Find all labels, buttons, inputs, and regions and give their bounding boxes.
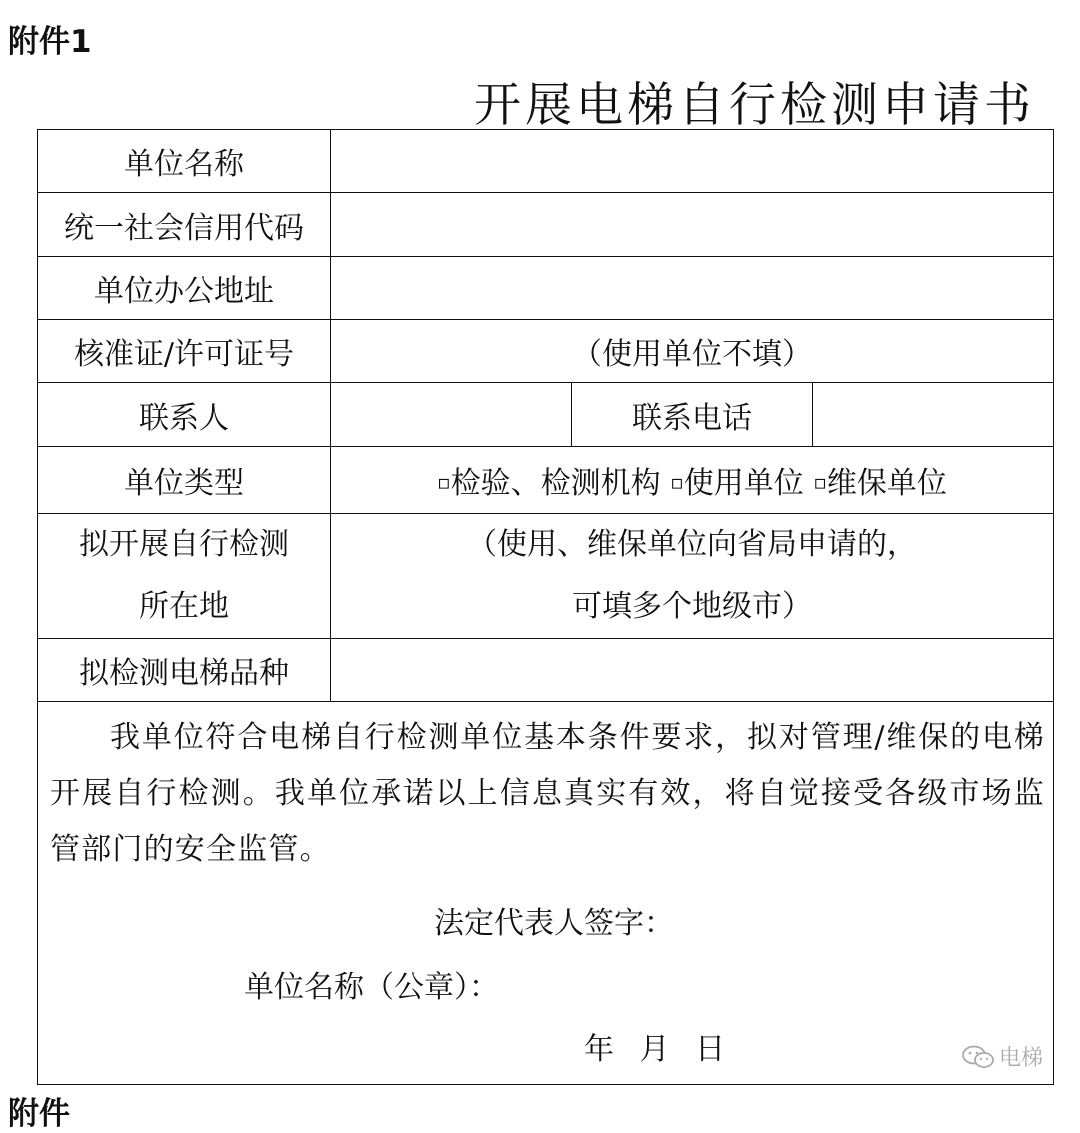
unit-type-option[interactable]: [670, 466, 804, 501]
location-field[interactable]: [331, 514, 1054, 639]
unit-type-options: [331, 447, 1054, 514]
location-label-line1: 拟开展自行检测: [79, 527, 289, 562]
option-label: 使用单位: [683, 466, 804, 501]
office-address-field[interactable]: [331, 257, 1054, 320]
contact-phone-field[interactable]: [813, 383, 1054, 447]
unit-type-option[interactable]: [437, 466, 661, 501]
unit-name-field[interactable]: [331, 130, 1054, 193]
date-label: 年 月 日: [584, 1032, 734, 1067]
watermark: [961, 1041, 1043, 1072]
license-no-field[interactable]: （使用单位不填）: [331, 320, 1054, 383]
location-note-line2: 可填多个地级市）: [572, 589, 812, 624]
contact-phone-label: 联系电话: [572, 383, 813, 447]
watermark-text: 电梯: [998, 1046, 1043, 1071]
wechat-icon: [961, 1044, 995, 1070]
statement-cell: [38, 702, 1054, 1085]
credit-code-label: 统一社会信用代码: [38, 193, 331, 257]
elevator-type-label: 拟检测电梯品种: [38, 639, 331, 702]
table-row: [38, 639, 1054, 702]
location-note-line1: （使用、维保单位向省局申请的，: [467, 527, 917, 562]
legal-rep-signature-label: 法定代表人签字：: [434, 906, 674, 941]
elevator-type-field[interactable]: [331, 639, 1054, 702]
attachment-label: 附件1: [8, 24, 92, 60]
table-row: [38, 447, 1054, 514]
unit-name-label: 单位名称: [38, 130, 331, 193]
table-row: [38, 130, 1054, 193]
option-label: 维保单位: [826, 466, 947, 501]
location-label-line2: 所在地: [139, 589, 229, 624]
table-row: [38, 257, 1054, 320]
checkbox-icon[interactable]: ▫: [813, 470, 827, 494]
unit-type-option[interactable]: [813, 466, 947, 501]
checkbox-icon[interactable]: ▫: [437, 470, 451, 494]
contact-label: 联系人: [38, 383, 331, 447]
unit-seal-label: 单位名称（公章）：: [244, 970, 499, 1005]
license-no-label: 核准证/许可证号: [38, 320, 331, 383]
contact-field[interactable]: [331, 383, 572, 447]
checkbox-icon[interactable]: ▫: [670, 470, 684, 494]
option-label: 检验、检测机构: [450, 466, 661, 501]
table-row: [38, 383, 1054, 447]
credit-code-field[interactable]: [331, 193, 1054, 257]
table-row: [38, 702, 1054, 1085]
location-label: [38, 514, 331, 639]
table-row: [38, 320, 1054, 383]
page-title: 开展电梯自行检测申请书: [474, 78, 1035, 133]
application-form-table: [37, 129, 1054, 1085]
office-address-label: 单位办公地址: [38, 257, 331, 320]
unit-type-label: 单位类型: [38, 447, 331, 514]
table-row: [38, 193, 1054, 257]
next-attachment-label: 附件: [8, 1096, 70, 1132]
table-row: [38, 514, 1054, 639]
commitment-statement: 我单位符合电梯自行检测单位基本条件要求，拟对管理/维保的电梯开展自行检测。我单位承诺以上信息真实有效，将自觉接受各级市场监管部门的安全监管。: [50, 720, 1045, 867]
